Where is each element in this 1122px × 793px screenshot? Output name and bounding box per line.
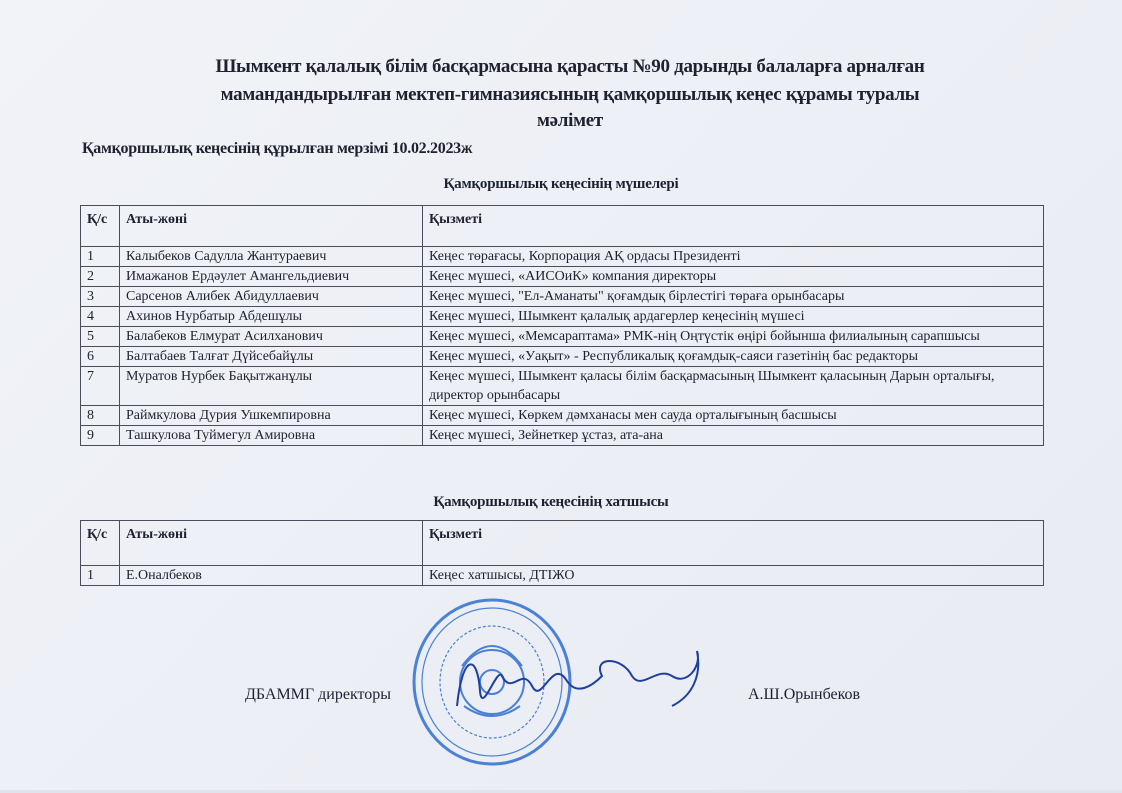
table-row: [81, 347, 1044, 367]
person-role: Кеңес хатшысы, ДТІЖО: [423, 566, 1044, 586]
person-role: Кеңес мүшесі, Шымкент қаласы білім басқармасының Шымкент қаласының Дарын орталығы, директор орынбасары: [423, 367, 1044, 406]
person-name: Е.Оналбеков: [120, 566, 423, 586]
person-role: Кеңес мүшесі, «АИСОиК» компания директоры: [423, 267, 1044, 287]
person-name: Имажанов Ердәулет Амангельдиевич: [120, 267, 423, 287]
person-name: Калыбеков Садулла Жантураевич: [120, 247, 423, 267]
members-heading: Қамқоршылық кеңесінің мүшелері: [443, 176, 679, 192]
row-number: 2: [81, 267, 120, 287]
table-header-row: [81, 521, 1044, 566]
person-name: Сарсенов Алибек Абидуллаевич: [120, 287, 423, 307]
table-row: [81, 247, 1044, 267]
table-row: [81, 307, 1044, 327]
secretary-table: [80, 520, 1044, 586]
members-table: [80, 205, 1044, 446]
row-number: 7: [81, 367, 120, 406]
person-name: Балабеков Елмурат Асилханович: [120, 327, 423, 347]
document-title-line-2: мамандандырылған мектеп-гимназиясының қамқоршылық кеңес құрамы туралы: [220, 84, 920, 105]
row-number: 9: [81, 426, 120, 446]
row-number: 3: [81, 287, 120, 307]
row-number: 6: [81, 347, 120, 367]
table-header-row: [81, 206, 1044, 247]
column-header-number: Қ/с: [81, 206, 120, 247]
document-title-line-3: мәлімет: [537, 110, 603, 131]
table-row: [81, 426, 1044, 446]
table-row: [81, 367, 1044, 406]
signatory-name: А.Ш.Орынбеков: [748, 686, 861, 703]
person-name: Балтабаев Талғат Дүйсебайұлы: [120, 347, 423, 367]
table-row: [81, 406, 1044, 426]
column-header-role: Қызметі: [423, 521, 1044, 566]
founding-date-line: Қамқоршылық кеңесінің құрылған мерзімі 10.02.2023ж: [82, 140, 473, 157]
person-role: Кеңес мүшесі, «Уақыт» - Республикалық қоғамдық-саяси газетінің бас редакторы: [423, 347, 1044, 367]
person-name: Ахинов Нурбатыр Абдешұлы: [120, 307, 423, 327]
person-role: Кеңес мүшесі, Көркем дәмханасы мен сауда орталығының басшысы: [423, 406, 1044, 426]
column-header-name: Аты-жөні: [120, 206, 423, 247]
column-header-role: Қызметі: [423, 206, 1044, 247]
person-role: Кеңес мүшесі, "Ел-Аманаты" қоғамдық бірлестігі төраға орынбасары: [423, 287, 1044, 307]
row-number: 1: [81, 566, 120, 586]
row-number: 1: [81, 247, 120, 267]
secretary-heading: Қамқоршылық кеңесінің хатшысы: [433, 494, 669, 510]
row-number: 5: [81, 327, 120, 347]
official-seal-and-signature: [402, 596, 732, 766]
person-name: Раймкулова Дурия Ушкемпировна: [120, 406, 423, 426]
person-name: Муратов Нурбек Бақытжанұлы: [120, 367, 423, 406]
person-role: Кеңес мүшесі, Зейнеткер ұстаз, ата-ана: [423, 426, 1044, 446]
table-row: [81, 566, 1044, 586]
person-role: Кеңес мүшесі, Шымкент қалалық ардагерлер кеңесінің мүшесі: [423, 307, 1044, 327]
document-title-line-1: Шымкент қалалық білім басқармасына қарасты №90 дарынды балаларға арналған: [215, 56, 925, 77]
signatory-position: ДБАММГ директоры: [245, 686, 392, 703]
column-header-number: Қ/с: [81, 521, 120, 566]
person-name: Ташкулова Туймегул Амировна: [120, 426, 423, 446]
row-number: 8: [81, 406, 120, 426]
column-header-name: Аты-жөні: [120, 521, 423, 566]
table-row: [81, 327, 1044, 347]
table-row: [81, 287, 1044, 307]
table-row: [81, 267, 1044, 287]
person-role: Кеңес мүшесі, «Мемсараптама» РМК-нің Оңтүстік өңірі бойынша филиалының сарапшысы: [423, 327, 1044, 347]
person-role: Кеңес төрағасы, Корпорация АҚ ордасы Президенті: [423, 247, 1044, 267]
signature-icon: [457, 651, 698, 706]
row-number: 4: [81, 307, 120, 327]
